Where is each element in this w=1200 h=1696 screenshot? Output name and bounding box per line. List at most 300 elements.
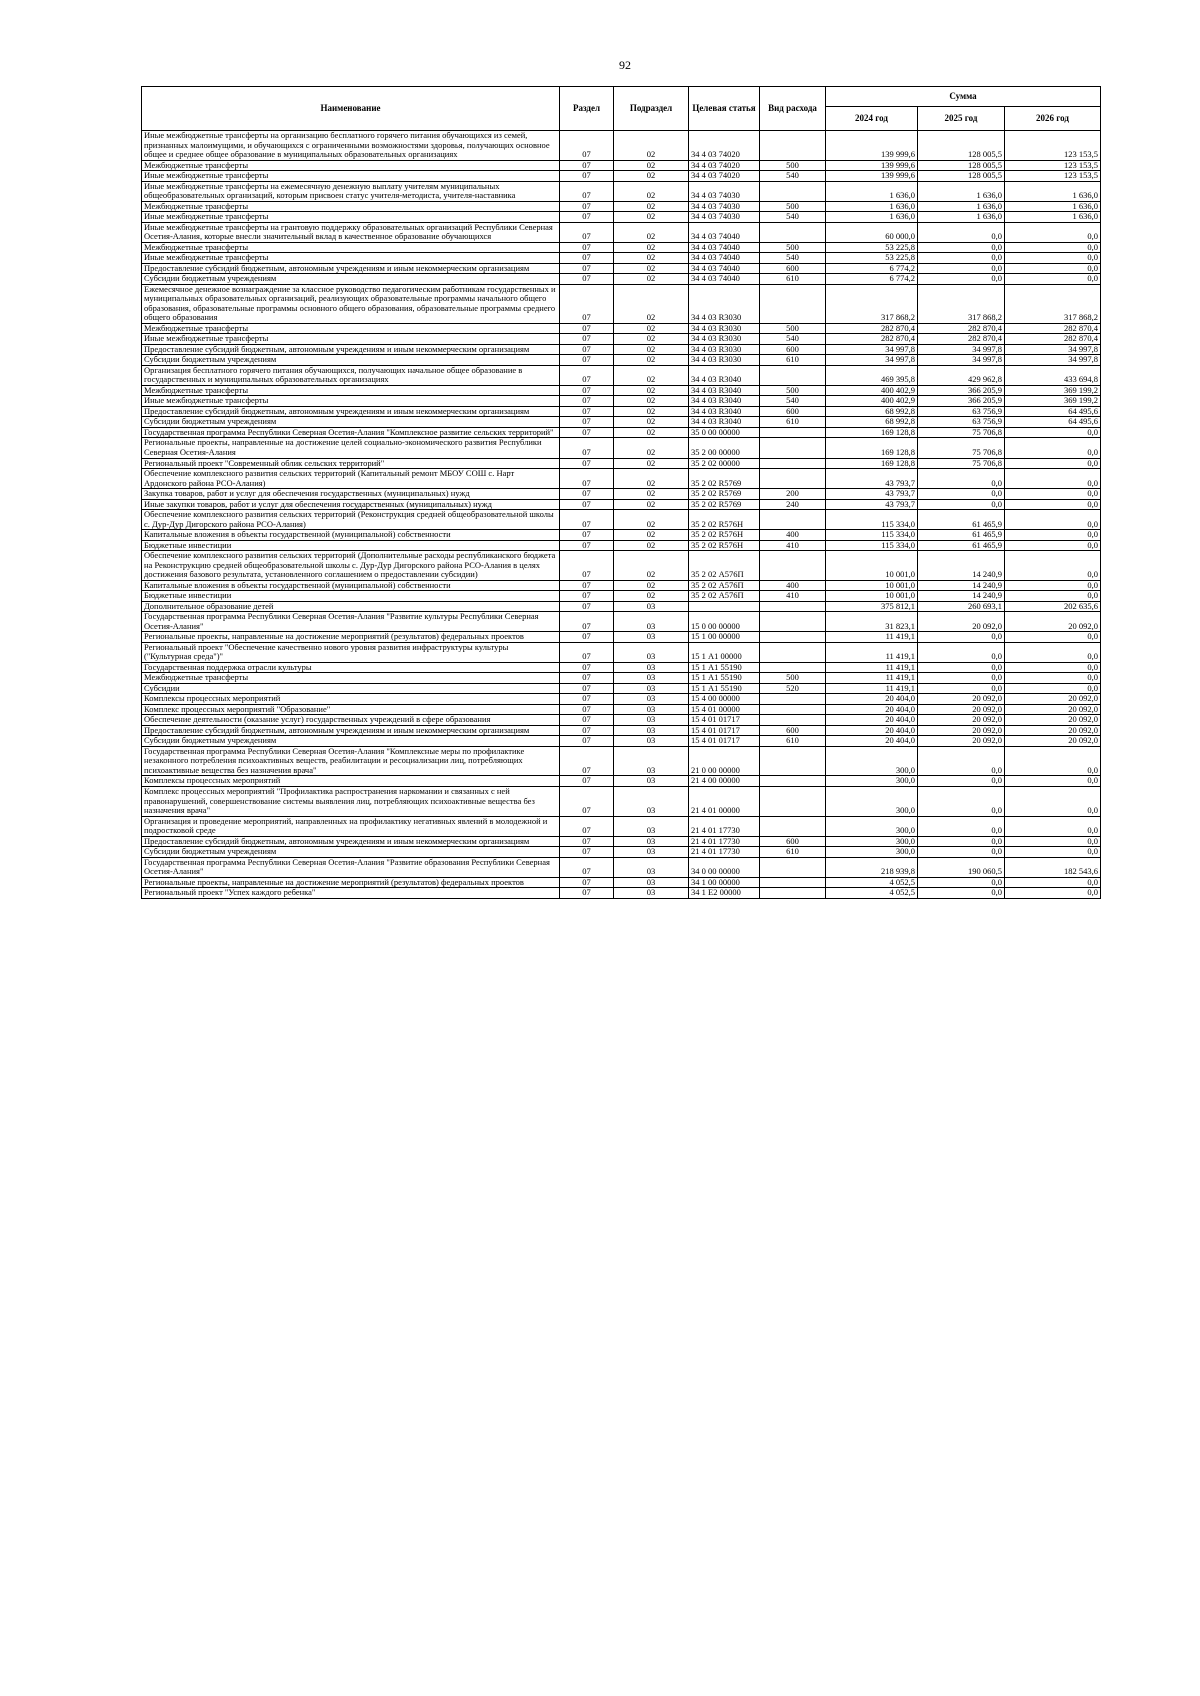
- row-sum-2025: 14 240,9: [918, 580, 1005, 591]
- table-row: [142, 458, 1101, 469]
- row-sum-2024: 300,0: [826, 847, 918, 858]
- row-name: Предоставление субсидий бюджетным, автономным учреждениям и иным некоммерческим организациям: [142, 725, 560, 736]
- row-expense-type: 500: [760, 323, 826, 334]
- table-row: [142, 171, 1101, 182]
- table-row: [142, 323, 1101, 334]
- row-sum-2026: 369 199,2: [1005, 396, 1101, 407]
- row-subsection: 02: [614, 417, 689, 428]
- table-row: [142, 274, 1101, 285]
- row-name: Субсидии бюджетным учреждениям: [142, 736, 560, 747]
- row-subsection: 03: [614, 736, 689, 747]
- row-sum-2024: 169 128,8: [826, 458, 918, 469]
- row-sum-2024: 11 419,1: [826, 673, 918, 684]
- row-target-item: 35 2 02 00000: [689, 458, 760, 469]
- table-row: [142, 427, 1101, 438]
- row-subsection: 02: [614, 385, 689, 396]
- row-sum-2024: 68 992,8: [826, 406, 918, 417]
- row-subsection: 03: [614, 877, 689, 888]
- row-sum-2026: 123 153,5: [1005, 171, 1101, 182]
- row-subsection: 03: [614, 715, 689, 726]
- row-sum-2025: 34 997,8: [918, 344, 1005, 355]
- row-target-item: 21 0 00 00000: [689, 746, 760, 776]
- row-subsection: 02: [614, 274, 689, 285]
- row-sum-2025: 63 756,9: [918, 417, 1005, 428]
- table-row: [142, 632, 1101, 643]
- table-row: [142, 355, 1101, 366]
- row-subsection: 02: [614, 469, 689, 489]
- row-subsection: 02: [614, 427, 689, 438]
- row-sum-2026: 0,0: [1005, 530, 1101, 541]
- row-sum-2024: 11 419,1: [826, 662, 918, 673]
- row-sum-2025: 0,0: [918, 836, 1005, 847]
- row-name: Иные межбюджетные трансферты: [142, 212, 560, 223]
- row-subsection: 02: [614, 323, 689, 334]
- row-name: Иные межбюджетные трансферты: [142, 334, 560, 345]
- row-name: Иные межбюджетные трансферты на организацию бесплатного горячего питания обучающихся из семей, признанных малоимущими, и обучающихся с ограниченными возможностями здоровья, получающих основное общее и среднее общее образование в муниципальных образовательных организациях: [142, 131, 560, 161]
- row-section: 07: [560, 673, 614, 684]
- row-sum-2025: 0,0: [918, 877, 1005, 888]
- header-name: Наименование: [142, 87, 560, 131]
- row-expense-type: 610: [760, 355, 826, 366]
- row-name: Иные межбюджетные трансферты на ежемесячную денежную выплату учителям муниципальных общеобразовательных организаций, которым присвоен статус учителя-методиста, учителя-наставника: [142, 181, 560, 201]
- row-sum-2026: 1 636,0: [1005, 212, 1101, 223]
- row-sum-2025: 366 205,9: [918, 385, 1005, 396]
- row-target-item: 34 4 03 R3040: [689, 385, 760, 396]
- row-name: Комплекс процессных мероприятий "Образование": [142, 704, 560, 715]
- row-expense-type: [760, 222, 826, 242]
- row-subsection: 02: [614, 334, 689, 345]
- row-sum-2025: 0,0: [918, 673, 1005, 684]
- row-section: 07: [560, 776, 614, 787]
- row-sum-2024: 20 404,0: [826, 736, 918, 747]
- table-row: [142, 683, 1101, 694]
- row-expense-type: [760, 888, 826, 899]
- row-sum-2025: 20 092,0: [918, 736, 1005, 747]
- row-subsection: 02: [614, 212, 689, 223]
- row-subsection: 02: [614, 263, 689, 274]
- row-sum-2025: 0,0: [918, 662, 1005, 673]
- row-expense-type: 610: [760, 847, 826, 858]
- row-subsection: 03: [614, 857, 689, 877]
- row-name: Комплексы процессных мероприятий: [142, 694, 560, 705]
- row-name: Государственная программа Республики Северная Осетия-Алания "Развитие культуры Республики Северная Осетия-Алания": [142, 612, 560, 632]
- row-section: 07: [560, 510, 614, 530]
- table-row: [142, 746, 1101, 776]
- row-sum-2026: 0,0: [1005, 683, 1101, 694]
- row-subsection: 02: [614, 131, 689, 161]
- row-target-item: 35 2 02 R5769: [689, 489, 760, 500]
- table-row: [142, 530, 1101, 541]
- row-expense-type: [760, 612, 826, 632]
- row-name: Межбюджетные трансферты: [142, 201, 560, 212]
- row-target-item: 21 4 01 17730: [689, 847, 760, 858]
- row-sum-2024: 4 052,5: [826, 888, 918, 899]
- row-name: Бюджетные инвестиции: [142, 591, 560, 602]
- row-expense-type: [760, 662, 826, 673]
- row-sum-2024: 115 334,0: [826, 530, 918, 541]
- row-sum-2026: 20 092,0: [1005, 715, 1101, 726]
- row-subsection: 03: [614, 601, 689, 612]
- row-sum-2024: 43 793,7: [826, 499, 918, 510]
- row-subsection: 03: [614, 746, 689, 776]
- table-row: [142, 601, 1101, 612]
- row-sum-2026: 0,0: [1005, 591, 1101, 602]
- row-sum-2024: 400 402,9: [826, 385, 918, 396]
- row-expense-type: [760, 469, 826, 489]
- row-sum-2024: 11 419,1: [826, 632, 918, 643]
- row-sum-2025: 0,0: [918, 632, 1005, 643]
- row-name: Региональный проект "Обеспечение качественно нового уровня развития инфраструктуры культуры ("Культурная среда")": [142, 642, 560, 662]
- table-row: [142, 489, 1101, 500]
- row-sum-2025: 63 756,9: [918, 406, 1005, 417]
- row-expense-type: [760, 704, 826, 715]
- row-expense-type: 540: [760, 253, 826, 264]
- row-sum-2024: 1 636,0: [826, 181, 918, 201]
- row-section: 07: [560, 736, 614, 747]
- row-sum-2026: 0,0: [1005, 540, 1101, 551]
- row-subsection: 02: [614, 344, 689, 355]
- row-section: 07: [560, 427, 614, 438]
- row-section: 07: [560, 284, 614, 323]
- row-expense-type: [760, 510, 826, 530]
- row-expense-type: [760, 857, 826, 877]
- row-section: 07: [560, 601, 614, 612]
- row-subsection: 02: [614, 253, 689, 264]
- row-expense-type: 500: [760, 160, 826, 171]
- row-name: Дополнительное образование детей: [142, 601, 560, 612]
- table-row: [142, 704, 1101, 715]
- row-sum-2026: 1 636,0: [1005, 181, 1101, 201]
- row-name: Предоставление субсидий бюджетным, автономным учреждениям и иным некоммерческим организациям: [142, 836, 560, 847]
- row-sum-2025: 0,0: [918, 847, 1005, 858]
- row-sum-2024: 300,0: [826, 816, 918, 836]
- row-sum-2024: 139 999,6: [826, 171, 918, 182]
- row-subsection: 03: [614, 888, 689, 899]
- row-sum-2026: 317 868,2: [1005, 284, 1101, 323]
- row-target-item: 15 1 00 00000: [689, 632, 760, 643]
- table-row: [142, 673, 1101, 684]
- row-expense-type: 540: [760, 212, 826, 223]
- row-expense-type: [760, 715, 826, 726]
- row-sum-2024: 282 870,4: [826, 334, 918, 345]
- row-sum-2025: 20 092,0: [918, 715, 1005, 726]
- row-subsection: 02: [614, 171, 689, 182]
- row-sum-2026: 0,0: [1005, 816, 1101, 836]
- row-target-item: 34 4 03 74040: [689, 222, 760, 242]
- row-sum-2024: 10 001,0: [826, 580, 918, 591]
- row-sum-2024: 43 793,7: [826, 469, 918, 489]
- row-section: 07: [560, 836, 614, 847]
- row-subsection: 02: [614, 458, 689, 469]
- table-row: [142, 201, 1101, 212]
- row-name: Организация и проведение мероприятий, направленных на профилактику негативных явлений в молодежной и подростковой среде: [142, 816, 560, 836]
- row-sum-2026: 0,0: [1005, 776, 1101, 787]
- row-name: Региональный проект "Современный облик сельских территорий": [142, 458, 560, 469]
- table-row: [142, 725, 1101, 736]
- row-expense-type: [760, 365, 826, 385]
- row-sum-2026: 0,0: [1005, 847, 1101, 858]
- row-expense-type: 200: [760, 489, 826, 500]
- row-section: 07: [560, 683, 614, 694]
- row-target-item: 35 2 02 R576Н: [689, 530, 760, 541]
- row-sum-2025: 0,0: [918, 816, 1005, 836]
- row-target-item: 15 1 А1 00000: [689, 642, 760, 662]
- row-target-item: 34 4 03 R3030: [689, 334, 760, 345]
- row-expense-type: [760, 181, 826, 201]
- row-target-item: 35 2 02 А576П: [689, 591, 760, 602]
- row-expense-type: 600: [760, 836, 826, 847]
- row-section: 07: [560, 212, 614, 223]
- row-sum-2024: 4 052,5: [826, 877, 918, 888]
- row-name: Предоставление субсидий бюджетным, автономным учреждениям и иным некоммерческим организациям: [142, 344, 560, 355]
- row-subsection: 03: [614, 816, 689, 836]
- row-target-item: 34 4 03 74030: [689, 212, 760, 223]
- row-section: 07: [560, 877, 614, 888]
- table-row: [142, 406, 1101, 417]
- row-expense-type: [760, 787, 826, 817]
- row-name: Капитальные вложения в объекты государственной (муниципальной) собственности: [142, 530, 560, 541]
- row-target-item: 35 2 02 R5769: [689, 469, 760, 489]
- row-sum-2026: 282 870,4: [1005, 334, 1101, 345]
- row-subsection: 03: [614, 662, 689, 673]
- row-sum-2026: 20 092,0: [1005, 736, 1101, 747]
- page-number: 92: [619, 58, 631, 72]
- row-target-item: 34 4 03 74030: [689, 181, 760, 201]
- row-sum-2026: 0,0: [1005, 242, 1101, 253]
- row-sum-2024: 11 419,1: [826, 683, 918, 694]
- row-sum-2026: 0,0: [1005, 877, 1101, 888]
- table-row: [142, 284, 1101, 323]
- row-target-item: 34 4 03 74040: [689, 253, 760, 264]
- row-sum-2025: 0,0: [918, 489, 1005, 500]
- row-target-item: 34 4 03 74040: [689, 263, 760, 274]
- row-section: 07: [560, 344, 614, 355]
- row-sum-2024: 300,0: [826, 836, 918, 847]
- row-sum-2025: 0,0: [918, 888, 1005, 899]
- row-sum-2026: 123 153,5: [1005, 131, 1101, 161]
- row-subsection: 02: [614, 551, 689, 581]
- row-sum-2025: 190 060,5: [918, 857, 1005, 877]
- budget-table: [141, 86, 1101, 899]
- row-section: 07: [560, 222, 614, 242]
- row-target-item: 21 4 01 00000: [689, 787, 760, 817]
- row-target-item: 15 1 А1 55190: [689, 683, 760, 694]
- row-subsection: 02: [614, 438, 689, 458]
- row-subsection: 02: [614, 355, 689, 366]
- table-row: [142, 469, 1101, 489]
- row-sum-2025: 429 962,8: [918, 365, 1005, 385]
- row-sum-2026: 0,0: [1005, 888, 1101, 899]
- table-row: [142, 612, 1101, 632]
- row-sum-2026: 0,0: [1005, 642, 1101, 662]
- row-sum-2026: 0,0: [1005, 510, 1101, 530]
- row-sum-2024: 20 404,0: [826, 715, 918, 726]
- row-subsection: 02: [614, 591, 689, 602]
- row-section: 07: [560, 131, 614, 161]
- row-sum-2025: 366 205,9: [918, 396, 1005, 407]
- table-row: [142, 591, 1101, 602]
- row-sum-2026: 0,0: [1005, 438, 1101, 458]
- row-sum-2024: 282 870,4: [826, 323, 918, 334]
- row-sum-2025: 75 706,8: [918, 458, 1005, 469]
- row-expense-type: 400: [760, 530, 826, 541]
- row-target-item: 15 1 А1 55190: [689, 662, 760, 673]
- row-name: Иные закупки товаров, работ и услуг для обеспечения государственных (муниципальных) нужд: [142, 499, 560, 510]
- row-section: 07: [560, 406, 614, 417]
- row-sum-2025: 75 706,8: [918, 427, 1005, 438]
- row-expense-type: 240: [760, 499, 826, 510]
- row-expense-type: [760, 776, 826, 787]
- row-sum-2024: 60 000,0: [826, 222, 918, 242]
- header-year-2024: 2024 год: [826, 107, 918, 131]
- row-sum-2026: 0,0: [1005, 632, 1101, 643]
- row-sum-2025: 128 005,5: [918, 171, 1005, 182]
- row-subsection: 03: [614, 632, 689, 643]
- row-target-item: 34 4 03 74030: [689, 201, 760, 212]
- row-name: Иные межбюджетные трансферты: [142, 396, 560, 407]
- row-expense-type: [760, 131, 826, 161]
- row-subsection: 02: [614, 510, 689, 530]
- row-target-item: 15 4 01 01717: [689, 715, 760, 726]
- row-target-item: 35 0 00 00000: [689, 427, 760, 438]
- row-section: 07: [560, 263, 614, 274]
- row-expense-type: [760, 816, 826, 836]
- row-sum-2024: 115 334,0: [826, 540, 918, 551]
- row-section: 07: [560, 888, 614, 899]
- row-target-item: 15 1 А1 55190: [689, 673, 760, 684]
- row-expense-type: 500: [760, 673, 826, 684]
- row-sum-2026: 182 543,6: [1005, 857, 1101, 877]
- row-section: 07: [560, 612, 614, 632]
- row-name: Региональные проекты, направленные на достижение мероприятий (результатов) федеральных проектов: [142, 632, 560, 643]
- row-expense-type: 540: [760, 334, 826, 345]
- row-expense-type: 540: [760, 396, 826, 407]
- row-sum-2024: 11 419,1: [826, 642, 918, 662]
- row-sum-2024: 317 868,2: [826, 284, 918, 323]
- table-row: [142, 642, 1101, 662]
- row-target-item: 35 2 02 R5769: [689, 499, 760, 510]
- row-expense-type: 610: [760, 417, 826, 428]
- table-row: [142, 417, 1101, 428]
- header-target-item: Целевая статья: [689, 87, 760, 131]
- header-year-2026: 2026 год: [1005, 107, 1101, 131]
- table-row: [142, 816, 1101, 836]
- row-name: Иные межбюджетные трансферты: [142, 171, 560, 182]
- row-name: Региональный проект "Успех каждого ребенка": [142, 888, 560, 899]
- table-row: [142, 877, 1101, 888]
- row-sum-2026: 0,0: [1005, 274, 1101, 285]
- table-row: [142, 242, 1101, 253]
- row-expense-type: [760, 694, 826, 705]
- row-section: 07: [560, 417, 614, 428]
- row-sum-2024: 169 128,8: [826, 427, 918, 438]
- row-expense-type: 410: [760, 591, 826, 602]
- table-body: [142, 131, 1101, 899]
- row-sum-2024: 300,0: [826, 787, 918, 817]
- row-expense-type: 400: [760, 580, 826, 591]
- row-sum-2026: 123 153,5: [1005, 160, 1101, 171]
- row-name: Межбюджетные трансферты: [142, 673, 560, 684]
- row-target-item: 15 4 01 01717: [689, 736, 760, 747]
- table-row: [142, 836, 1101, 847]
- row-subsection: 03: [614, 725, 689, 736]
- row-sum-2025: 1 636,0: [918, 181, 1005, 201]
- row-expense-type: [760, 284, 826, 323]
- row-section: 07: [560, 816, 614, 836]
- row-name: Обеспечение комплексного развития сельских территорий (Дополнительные расходы республиканского бюджета на Реконструкцию средней общеобразовательной школы с. Дур-Дур Дигорского района РСО-Алания в целях достижения базового результата, установленного соглашением о предоставлении субсидии): [142, 551, 560, 581]
- row-sum-2025: 0,0: [918, 746, 1005, 776]
- row-target-item: 34 4 03 R3040: [689, 406, 760, 417]
- row-subsection: 02: [614, 242, 689, 253]
- row-sum-2026: 34 997,8: [1005, 344, 1101, 355]
- row-sum-2024: 34 997,8: [826, 355, 918, 366]
- row-section: 07: [560, 715, 614, 726]
- row-section: 07: [560, 201, 614, 212]
- row-sum-2025: 0,0: [918, 499, 1005, 510]
- row-subsection: 03: [614, 694, 689, 705]
- row-sum-2024: 20 404,0: [826, 694, 918, 705]
- row-name: Межбюджетные трансферты: [142, 385, 560, 396]
- row-expense-type: [760, 877, 826, 888]
- row-expense-type: [760, 632, 826, 643]
- row-section: 07: [560, 632, 614, 643]
- table-row: [142, 344, 1101, 355]
- row-target-item: 34 4 03 R3040: [689, 417, 760, 428]
- row-sum-2025: 14 240,9: [918, 551, 1005, 581]
- table-row: [142, 181, 1101, 201]
- row-sum-2025: 128 005,5: [918, 160, 1005, 171]
- row-expense-type: 600: [760, 263, 826, 274]
- row-name: Государственная программа Республики Северная Осетия-Алания "Развитие образования Республики Северная Осетия-Алания": [142, 857, 560, 877]
- row-section: 07: [560, 171, 614, 182]
- row-sum-2025: 0,0: [918, 642, 1005, 662]
- row-sum-2026: 433 694,8: [1005, 365, 1101, 385]
- row-subsection: 02: [614, 365, 689, 385]
- row-sum-2026: 282 870,4: [1005, 323, 1101, 334]
- table-row: [142, 396, 1101, 407]
- row-sum-2026: 369 199,2: [1005, 385, 1101, 396]
- row-name: Иные межбюджетные трансферты: [142, 253, 560, 264]
- row-sum-2025: 260 693,1: [918, 601, 1005, 612]
- row-target-item: 15 4 00 00000: [689, 694, 760, 705]
- row-sum-2024: 218 939,8: [826, 857, 918, 877]
- row-sum-2024: 375 812,1: [826, 601, 918, 612]
- row-target-item: 34 4 03 R3030: [689, 323, 760, 334]
- row-section: 07: [560, 396, 614, 407]
- row-name: Закупка товаров, работ и услуг для обеспечения государственных (муниципальных) нужд: [142, 489, 560, 500]
- row-name: Межбюджетные трансферты: [142, 323, 560, 334]
- row-target-item: 34 4 03 R3030: [689, 344, 760, 355]
- row-subsection: 02: [614, 222, 689, 242]
- row-target-item: 34 0 00 00000: [689, 857, 760, 877]
- row-subsection: 02: [614, 530, 689, 541]
- row-name: Субсидии: [142, 683, 560, 694]
- row-sum-2025: 61 465,9: [918, 530, 1005, 541]
- row-target-item: 21 4 01 17730: [689, 816, 760, 836]
- row-name: Государственная программа Республики Северная Осетия-Алания "Комплексное развитие сельских территорий": [142, 427, 560, 438]
- table-row: [142, 857, 1101, 877]
- row-expense-type: 600: [760, 344, 826, 355]
- row-expense-type: 520: [760, 683, 826, 694]
- row-sum-2024: 300,0: [826, 776, 918, 787]
- row-section: 07: [560, 580, 614, 591]
- row-section: 07: [560, 857, 614, 877]
- row-expense-type: [760, 427, 826, 438]
- row-sum-2025: 20 092,0: [918, 612, 1005, 632]
- row-target-item: 34 4 03 74020: [689, 131, 760, 161]
- row-section: 07: [560, 181, 614, 201]
- table-row: [142, 662, 1101, 673]
